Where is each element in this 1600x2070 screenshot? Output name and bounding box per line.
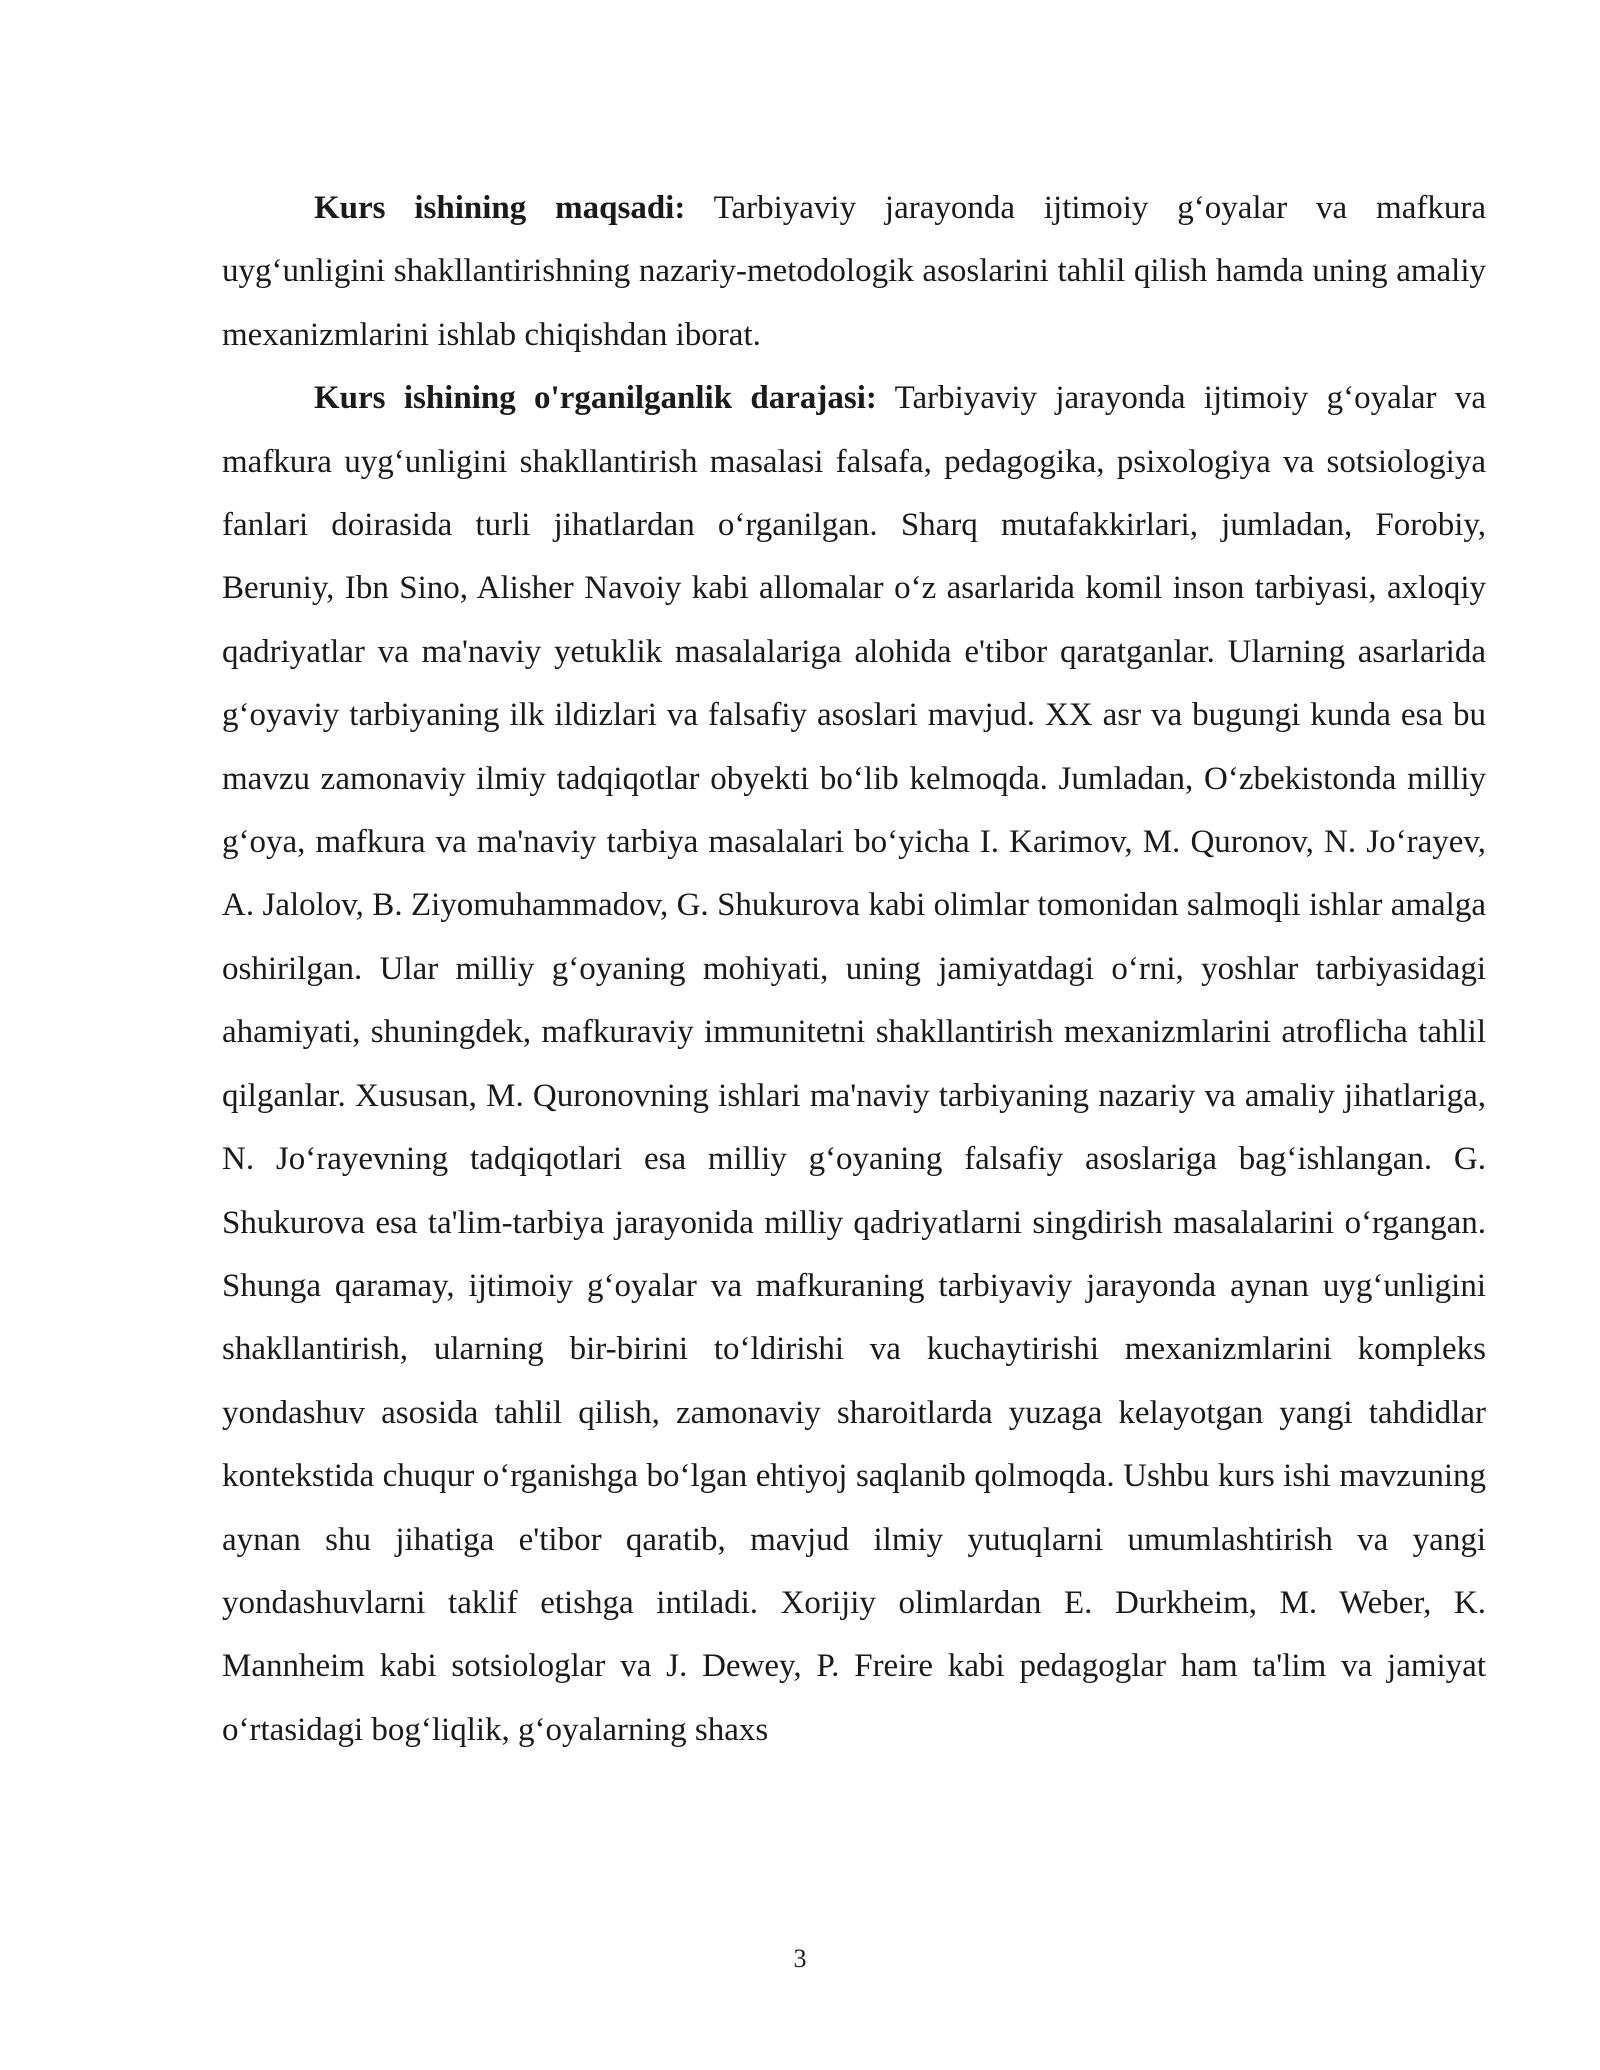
paragraph-heading: Kurs ishining maqsadi:: [314, 190, 686, 226]
paragraph-heading: Kurs ishining o'rganilganlik darajasi:: [314, 380, 877, 417]
page-number: 3: [793, 1944, 807, 1973]
body-text: [222, 177, 1486, 1762]
paragraph-purpose: [222, 177, 1486, 367]
paragraph-body: Tarbiyaviy jarayonda ijtimoiy g‘oyalar va mafkura uyg‘unligini shakllantirish masalasi falsafa, pedagogika, psixologiya va sotsiologiya fanlari doirasida turli jihatlardan o‘rganilgan. Sharq mutafakkirlari, jumladan, Forobiy, Beruniy, Ibn Sino, Alisher Navoiy kabi allomalar o‘z asarlarida komil inson tarbiyasi, axloqiy qadriyatlar va ma'naviy yetuklik masalalariga alohida e'tibor qaratganlar. Ularning asarlarida g‘oyaviy tarbiyaning ilk ildizlari va falsafiy asoslari mavjud. XX asr va bugungi kunda esa bu mavzu zamonaviy ilmiy tadqiqotlar obyekti bo‘lib kelmoqda. Jumladan, O‘zbekistonda milliy g‘oya, mafkura va ma'naviy tarbiya masalalari bo‘yicha I. Karimov, M. Quronov, N. Jo‘rayev, A. Jalolov, B. Ziyomuhammadov, G. Shukurova kabi olimlar tomonidan salmoqli ishlar amalga oshirilgan. Ular milliy g‘oyaning mohiyati, uning jamiyatdagi o‘rni, yoshlar tarbiyasidagi ahamiyati, shuningdek, mafkuraviy immunitetni shakllantirish mexanizmlarini atroflicha tahlil qilganlar. Xususan, M. Quronovning ishlari ma'naviy tarbiyaning nazariy va amaliy jihatlariga, N. Jo‘rayevning tadqiqotlari esa milliy g‘oyaning falsafiy asoslariga bag‘ishlangan. G. Shukurova esa ta'lim-tarbiya jarayonida milliy qadriyatlarni singdirish masalalarini o‘rgangan. Shunga qaramay, ijtimoiy g‘oyalar va mafkuraning tarbiyaviy jarayonda aynan uyg‘unligini shakllantirish, ularning bir-birini to‘ldirishi va kuchaytirishi mexanizmlarini kompleks yondashuv asosida tahlil qilish, zamonaviy sharoitlarda yuzaga kelayotgan yangi tahdidlar kontekstida chuqur o‘rganishga bo‘lgan ehtiyoj saqlanib qolmoqda. Ushbu kurs ishi mavzuning aynan shu jihatiga e'tibor qaratib, mavjud ilmiy yutuqlarni umumlashtirish va yangi yondashuvlarni taklif etishga intiladi. Xorijiy olimlardan E. Durkheim, M. Weber, K. Mannheim kabi sotsiologlar va J. Dewey, P. Freire kabi pedagoglar ham ta'lim va jamiyat o‘rtasidagi bog‘liqlik, g‘oyalarning shaxs: [222, 380, 1486, 1748]
paragraph-literature-review: [222, 367, 1486, 1762]
paragraph-body: Tarbiyaviy jarayonda ijtimoiy g‘oyalar va mafkura uyg‘unligini shakllantirishning nazariy-metodologik asoslarini tahlil qilish hamda uning amaliy mexanizmlarini ishlab chiqishdan iborat.: [222, 190, 1486, 353]
